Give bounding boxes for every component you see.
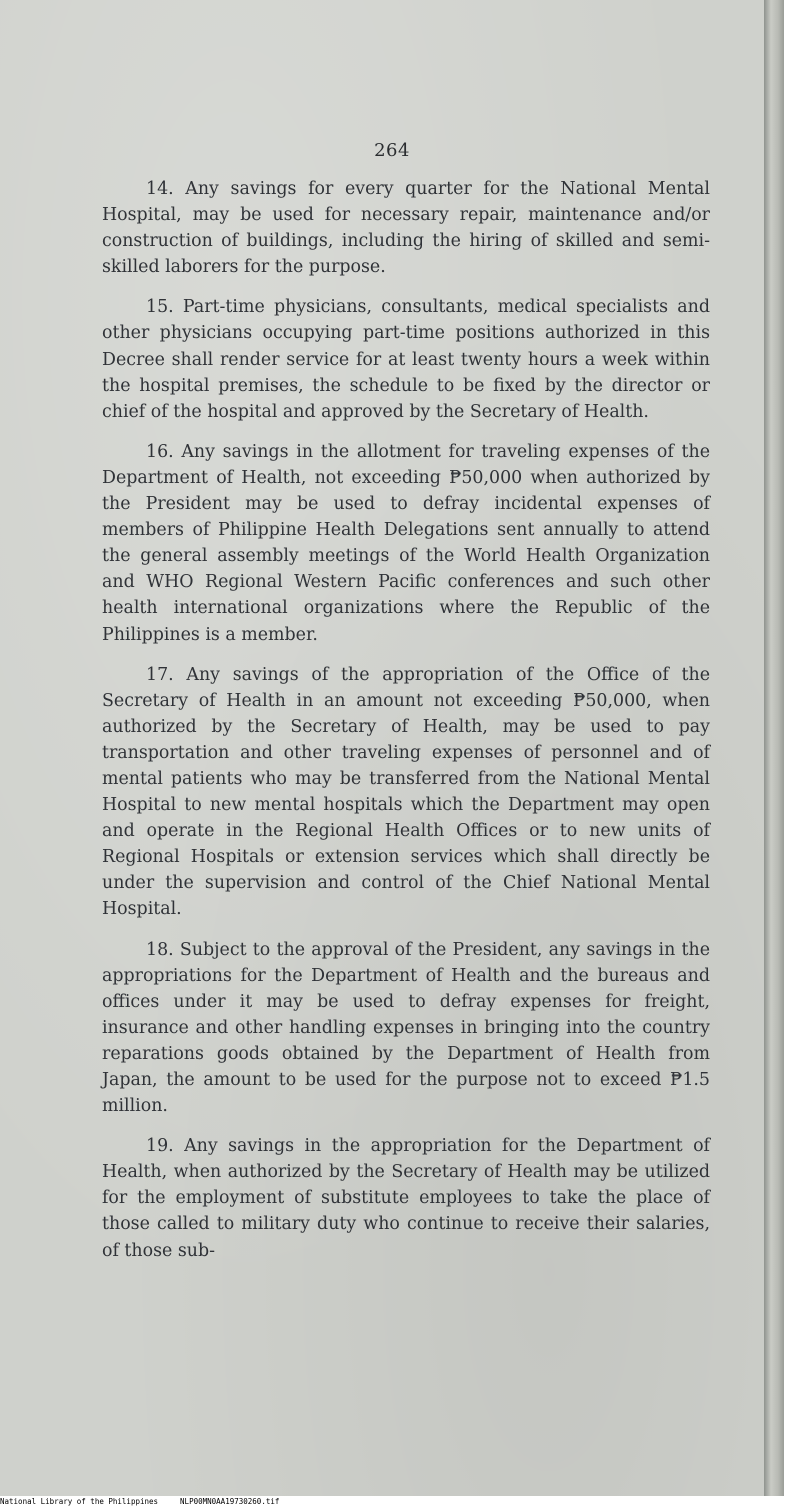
paragraph-14: 14. Any savings for every quarter for the National Mental Hospital, may be used for necessary repair, maintenance and/or construction of buildings, including the hiring of skilled and semi-skilled laborers for the purpose. [102, 179, 710, 278]
paragraph-15: 15. Part-time physicians, consultants, medical specialists and other physicians occupying part-time positions authorized in this Decree shall render service for at least twenty hours a week within the hospital premises, the schedule to be fixed by the director or chief of the hospital and approved by the Secretary of Health. [102, 297, 710, 422]
page-edge-shadow [764, 0, 784, 1496]
paragraph-17: 17. Any savings of the appropriation of the Office of the Secretary of Health in an amount not exceeding ₱50,000, when authorized by the Secretary of Health, may be used to pay transportation and other traveling expenses of personnel and of mental patients who may be transferred from the National Mental Hospital to new mental hospitals which the Department may open and operate in the Regional Health Offices or to new units of Regional Hospitals or extension services which shall directly be under the supervision and control of the Chief National Mental Hospital. [102, 664, 710, 920]
scan-footer [0, 1496, 804, 1508]
footer-filename: NLP00MN0AA19730260.tif [180, 1497, 280, 1506]
paragraph-19: 19. Any savings in the appropriation for the Department of Health, when authorized by the Secretary of Health may be utilized for the employment of substitute employees to take the place of those called to military duty who continue to receive their salaries, of those sub- [102, 1136, 710, 1261]
paragraph-16: 16. Any savings in the allotment for traveling expenses of the Department of Health, not exceeding ₱50,000 when authorized by the President may be used to defray incidental expenses of members of Philippine Health Delegations sent annually to attend the general assembly meetings of the World Health Organization and WHO Regional Western Pacific conferences and such other health international organizations where the Republic of the Philippines is a member. [102, 441, 710, 645]
footer-library: National Library of the Philippines [0, 1497, 159, 1506]
body-text [102, 176, 710, 1278]
paragraph-18: 18. Subject to the approval of the President, any savings in the appropriations for the Department of Health and the bureaus and offices under it may be used to defray expenses for freight, insurance and other handling expenses in bringing into the country reparations goods obtained by the Department of Health from Japan, the amount to be used for the purpose not to exceed ₱1.5 million. [102, 939, 710, 1117]
page-number: 264 [374, 140, 410, 161]
